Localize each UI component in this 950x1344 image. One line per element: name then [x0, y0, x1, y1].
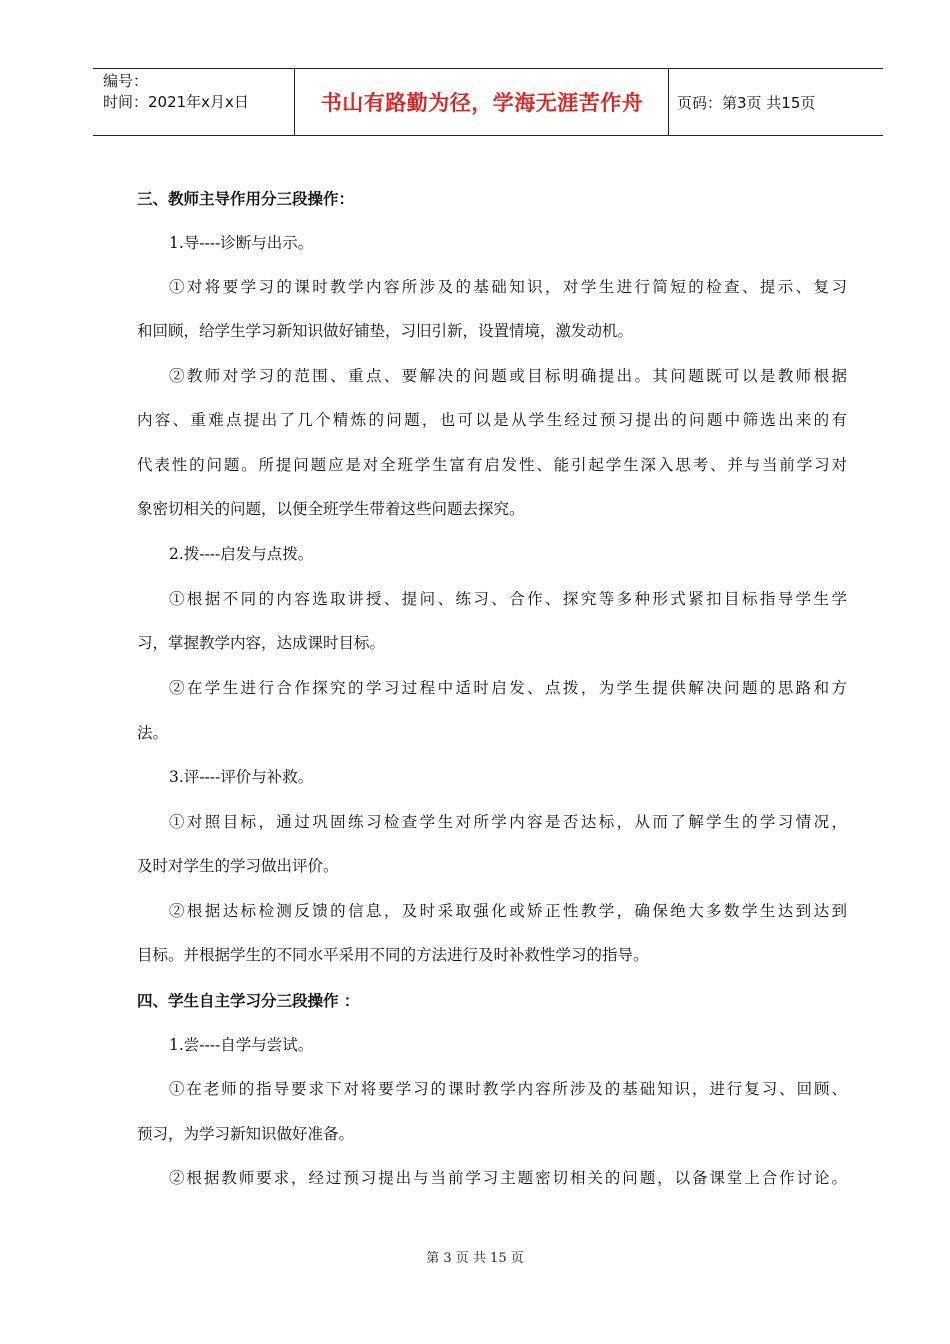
paragraph-line: 目标。并根据学生的不同水平采用不同的方法进行及时补救性学习的指导。 [137, 946, 649, 964]
section-heading: 三、教师主导作用分三段操作： [137, 190, 355, 208]
subheading: 1.导----诊断与出示。 [169, 234, 314, 252]
paragraph-line: ②根据教师要求，经过预习提出与当前学习主题密切相关的问题，以备课堂上合作讨论。 [169, 1169, 847, 1187]
subheading: 1.尝----自学与尝试。 [169, 1036, 314, 1054]
paragraph-line: 和回顾，给学生学习新知识做好铺垫，习旧引新，设置情境，激发动机。 [137, 322, 634, 340]
paragraph-line: 法。 [137, 724, 169, 742]
subheading: 2.拨----启发与点拨。 [169, 545, 314, 563]
subheading: 3.评----评价与补救。 [169, 768, 314, 786]
document-header [93, 68, 883, 136]
section-heading: 四、学生自主学习分三段操作 ： [137, 992, 360, 1010]
paragraph-line: ①对将要学习的课时教学内容所涉及的基础知识，对学生进行简短的检查、提示、复习 [169, 278, 847, 296]
document-time-label: 时间：2021年x月x日 [103, 93, 249, 111]
paragraph-line: ②根据达标检测反馈的信息，及时采取强化或矫正性教学，确保绝大多数学生达到达到 [169, 902, 847, 920]
paragraph-line: 代表性的问题。所提问题应是对全班学生富有启发性、能引起学生深入思考、并与当前学习对 [137, 456, 847, 474]
header-divider [668, 69, 669, 135]
paragraph-line: 及时对学生的学习做出评价。 [137, 857, 339, 875]
page-footer: 第 3 页 共 15 页 [426, 1251, 524, 1266]
paragraph-line: ②在学生进行合作探究的学习过程中适时启发、点拨，为学生提供解决问题的思路和方 [169, 679, 847, 697]
document-number-label: 编号： [103, 72, 149, 90]
header-motto: 书山有路勤为径，学海无涯苦作舟 [320, 91, 644, 115]
paragraph-line: ①在老师的指导要求下对将要学习的课时教学内容所涉及的基础知识，进行复习、回顾、 [169, 1080, 847, 1098]
paragraph-line: 象密切相关的问题，以便全班学生带着这些问题去探究。 [137, 500, 525, 518]
paragraph-line: ②教师对学习的范围、重点、要解决的问题或目标明确提出。其问题既可以是教师根据 [169, 367, 847, 385]
paragraph-line: ①根据不同的内容选取讲授、提问、练习、合作、探究等多种形式紧扣目标指导学生学 [169, 590, 847, 608]
paragraph-line: 内容、重难点提出了几个精炼的问题，也可以是从学生经过预习提出的问题中筛选出来的有 [137, 411, 847, 429]
header-meta [103, 71, 249, 113]
paragraph-line: 预习，为学习新知识做好准备。 [137, 1125, 355, 1143]
paragraph-line: ①对照目标，通过巩固练习检查学生对所学内容是否达标，从而了解学生的学习情况， [169, 813, 847, 831]
header-page-number: 页码：第3页 共15页 [677, 93, 816, 112]
paragraph-line: 习，掌握教学内容，达成课时目标。 [137, 634, 386, 652]
header-divider [294, 69, 295, 135]
